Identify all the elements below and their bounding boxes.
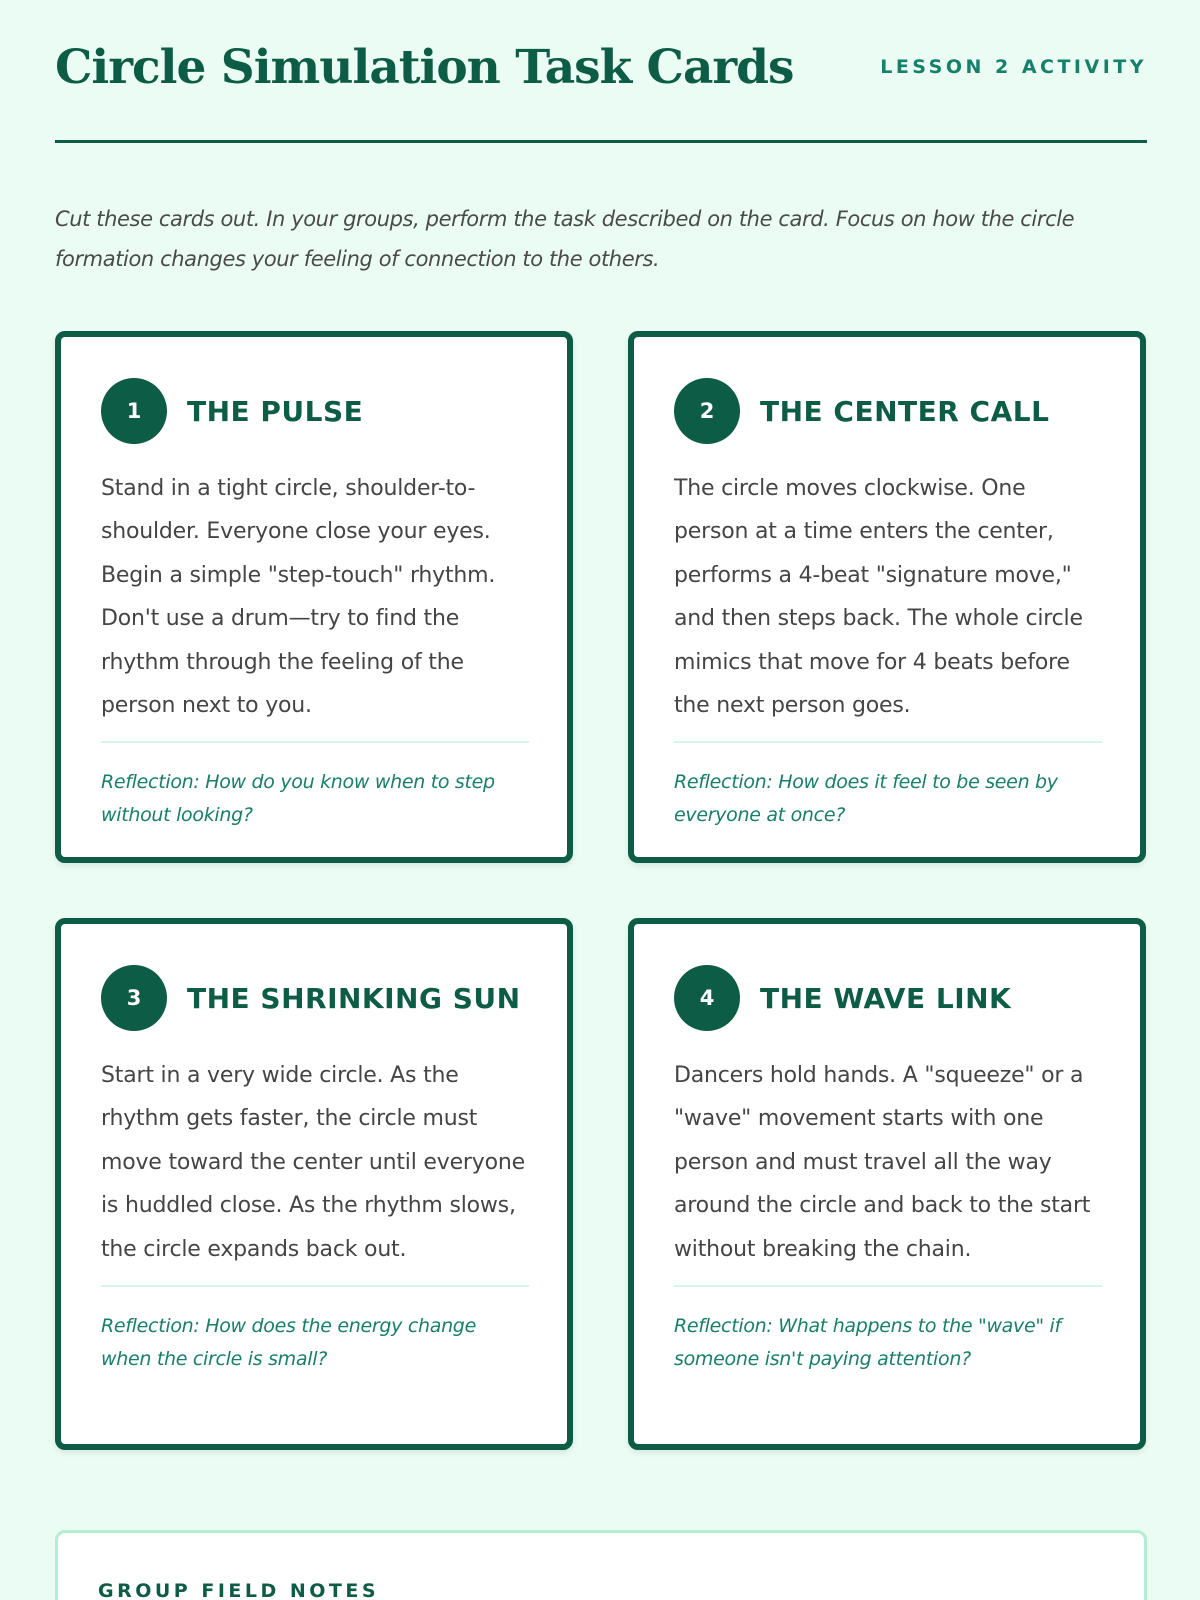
intro-text: Cut these cards out. In your groups, perform the task described on the card. Focus on how the circle formation changes your feeling of connection to the others. bbox=[55, 207, 1075, 271]
task-card-3 bbox=[55, 918, 573, 1450]
card-title: THE CENTER CALL bbox=[760, 394, 1050, 428]
task-card-2 bbox=[628, 331, 1146, 863]
card-title: THE WAVE LINK bbox=[760, 981, 1012, 1015]
card-number-badge: 1 bbox=[101, 378, 167, 444]
card-body: Stand in a tight circle, shoulder-to-shoulder. Everyone close your eyes. Begin a simple "step-touch" rhythm. Don't use a drum—try to find the rhythm through the feeling of the person next to you. bbox=[101, 467, 529, 743]
card-header bbox=[674, 965, 1100, 1031]
card-body: Dancers hold hands. A "squeeze" or a "wave" movement starts with one person and must travel all the way around the circle and back to the start without breaking the chain. bbox=[674, 1054, 1102, 1287]
card-title: THE SHRINKING SUN bbox=[187, 981, 521, 1015]
card-number-badge: 4 bbox=[674, 965, 740, 1031]
notes-title: GROUP FIELD NOTES bbox=[98, 1580, 380, 1600]
card-body: The circle moves clockwise. One person at a time enters the center, performs a 4-beat "signature move," and then steps back. The whole circle mimics that move for 4 beats before the next person goes. bbox=[674, 467, 1102, 743]
page bbox=[55, 0, 1147, 279]
card-body: Start in a very wide circle. As the rhythm gets faster, the circle must move toward the center until everyone is huddled close. As the rhythm slows, the circle expands back out. bbox=[101, 1054, 529, 1287]
card-reflection: Reflection: How do you know when to step without looking? bbox=[101, 771, 495, 827]
card-reflection: Reflection: How does it feel to be seen by everyone at once? bbox=[674, 771, 1058, 827]
group-field-notes-box bbox=[55, 1530, 1147, 1600]
task-card-4 bbox=[628, 918, 1146, 1450]
page-title: Circle Simulation Task Cards bbox=[55, 39, 794, 95]
lesson-label: LESSON 2 ACTIVITY bbox=[880, 56, 1147, 78]
card-reflection: Reflection: How does the energy change when the circle is small? bbox=[101, 1315, 476, 1371]
card-reflection: Reflection: What happens to the "wave" if someone isn't paying attention? bbox=[674, 1315, 1061, 1371]
card-number-badge: 2 bbox=[674, 378, 740, 444]
card-header bbox=[101, 378, 527, 444]
page-header bbox=[55, 0, 1147, 143]
card-title: THE PULSE bbox=[187, 394, 364, 428]
card-number-badge: 3 bbox=[101, 965, 167, 1031]
card-header bbox=[101, 965, 527, 1031]
card-header bbox=[674, 378, 1100, 444]
task-card-1 bbox=[55, 331, 573, 863]
